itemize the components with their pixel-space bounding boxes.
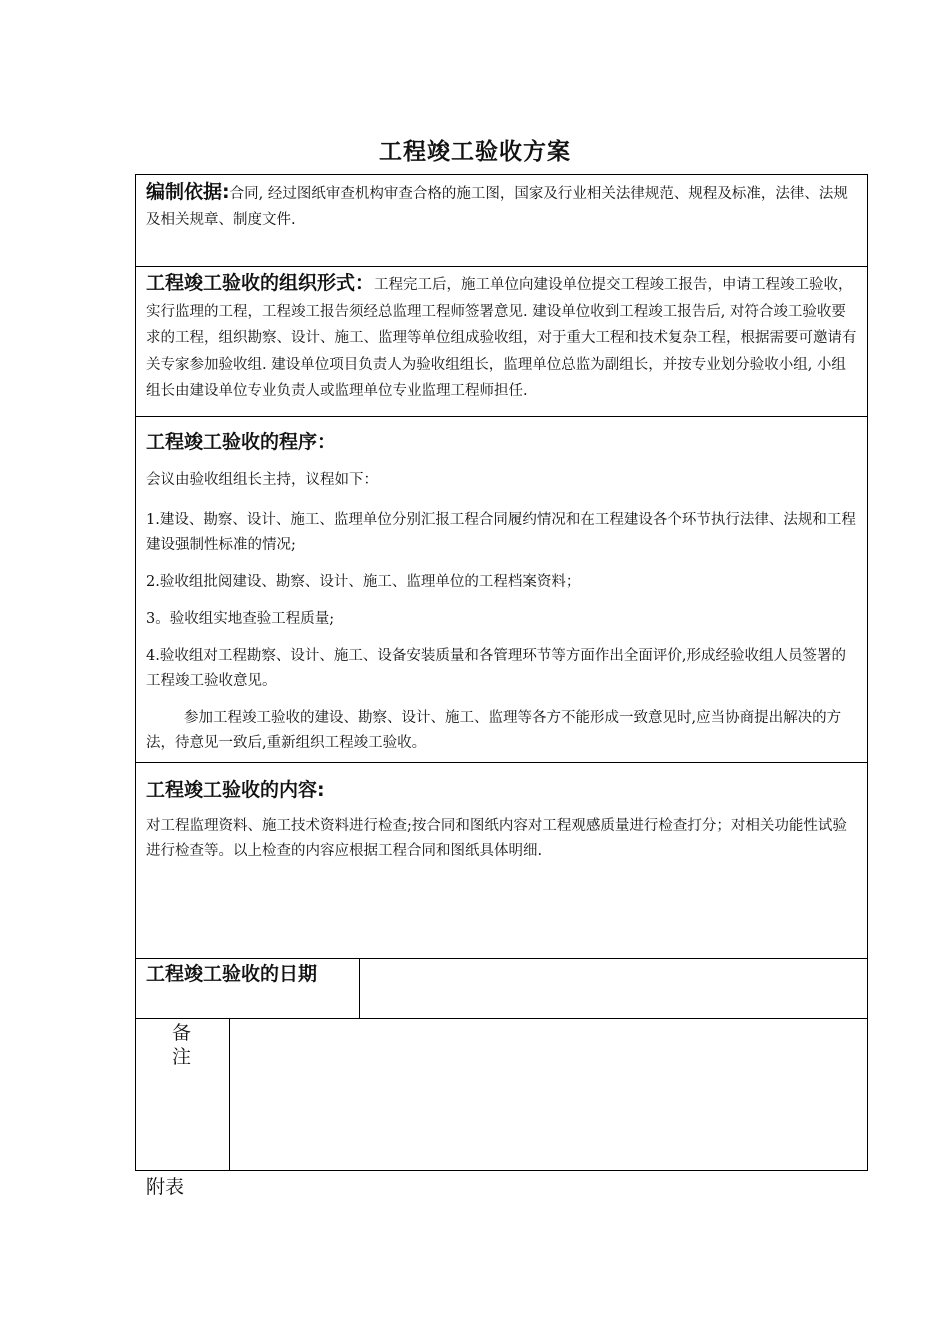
basis-label: 编制依据 <box>146 181 223 203</box>
content-label: 工程竣工验收的内容: <box>146 779 325 801</box>
procedure-section <box>135 416 868 763</box>
procedure-intro: 会议由验收组组长主持，议程如下： <box>146 472 378 488</box>
remarks-label-line-2: 注 <box>171 1046 191 1068</box>
content-text: 对工程监理资料、施工技术资料进行检查;按合同和图纸内容对工程观感质量进行检查打分；对相关功能性试验进行检查等。以上检查的内容应根据工程合同和图纸具体明细. <box>146 818 847 859</box>
basis-paragraph <box>146 179 857 233</box>
remarks-value-cell[interactable] <box>229 1018 868 1171</box>
procedure-item-1: 1.建设、勘察、设计、施工、监理单位分别汇报工程合同履约情况和在工程建设各个环节执行法律、法规和工程建设强制性标准的情况; <box>146 512 856 553</box>
date-label-cell <box>135 958 360 1019</box>
page-title: 工程竣工验收方案 <box>379 139 571 165</box>
date-label: 工程竣工验收的日期 <box>146 963 318 985</box>
organization-text: 工程完工后，施工单位向建设单位提交工程竣工报告，申请工程竣工验收，实行监理的工程，工程竣工报告须经总监理工程师签署意见. 建设单位收到工程竣工报告后, 对符合竣工验收要求的工程，组织勘察、设计、施工、监理等单位组成验收组，对于重大工程和技术复杂工程，根据需要可邀请有关专家参加验收组. 建设单位项目负责人为验收组组长，监理单位总监为副组长，并按专业划分验收小组, 小组组长由建设单位专业负责人或监理单位专业监理工程师担任. <box>146 277 857 399</box>
remarks-label-cell <box>135 1018 230 1171</box>
remarks-label-line-1: 备 <box>171 1022 191 1044</box>
organization-paragraph <box>146 270 857 405</box>
procedure-item-3: 3。验收组实地查验工程质量; <box>146 611 335 627</box>
procedure-item-2: 2.验收组批阅建设、勘察、设计、施工、监理单位的工程档案资料； <box>146 574 581 590</box>
appendix-label: 附表 <box>146 1176 185 1198</box>
procedure-closing: 参加工程竣工验收的建设、勘察、设计、施工、监理等各方不能形成一致意见时,应当协商提出解决的方法，待意见一致后,重新组织工程竣工验收。 <box>146 710 842 751</box>
date-value-cell[interactable] <box>359 958 868 1019</box>
content-section <box>135 762 868 959</box>
basis-colon: : <box>222 181 230 203</box>
procedure-label: 工程竣工验收的程序： <box>146 431 337 453</box>
basis-text: 合同, 经过图纸审查机构审查合格的施工图，国家及行业相关法律规范、规程及标准，法律、法规及相关规章、制度文件. <box>146 186 848 228</box>
basis-section <box>135 174 868 267</box>
procedure-item-4: 4.验收组对工程勘察、设计、施工、设备安装质量和各管理环节等方面作出全面评价,形成经验收组人员签署的工程竣工验收意见。 <box>146 648 846 689</box>
organization-section <box>135 266 868 417</box>
organization-label: 工程竣工验收的组织形式： <box>146 272 375 294</box>
